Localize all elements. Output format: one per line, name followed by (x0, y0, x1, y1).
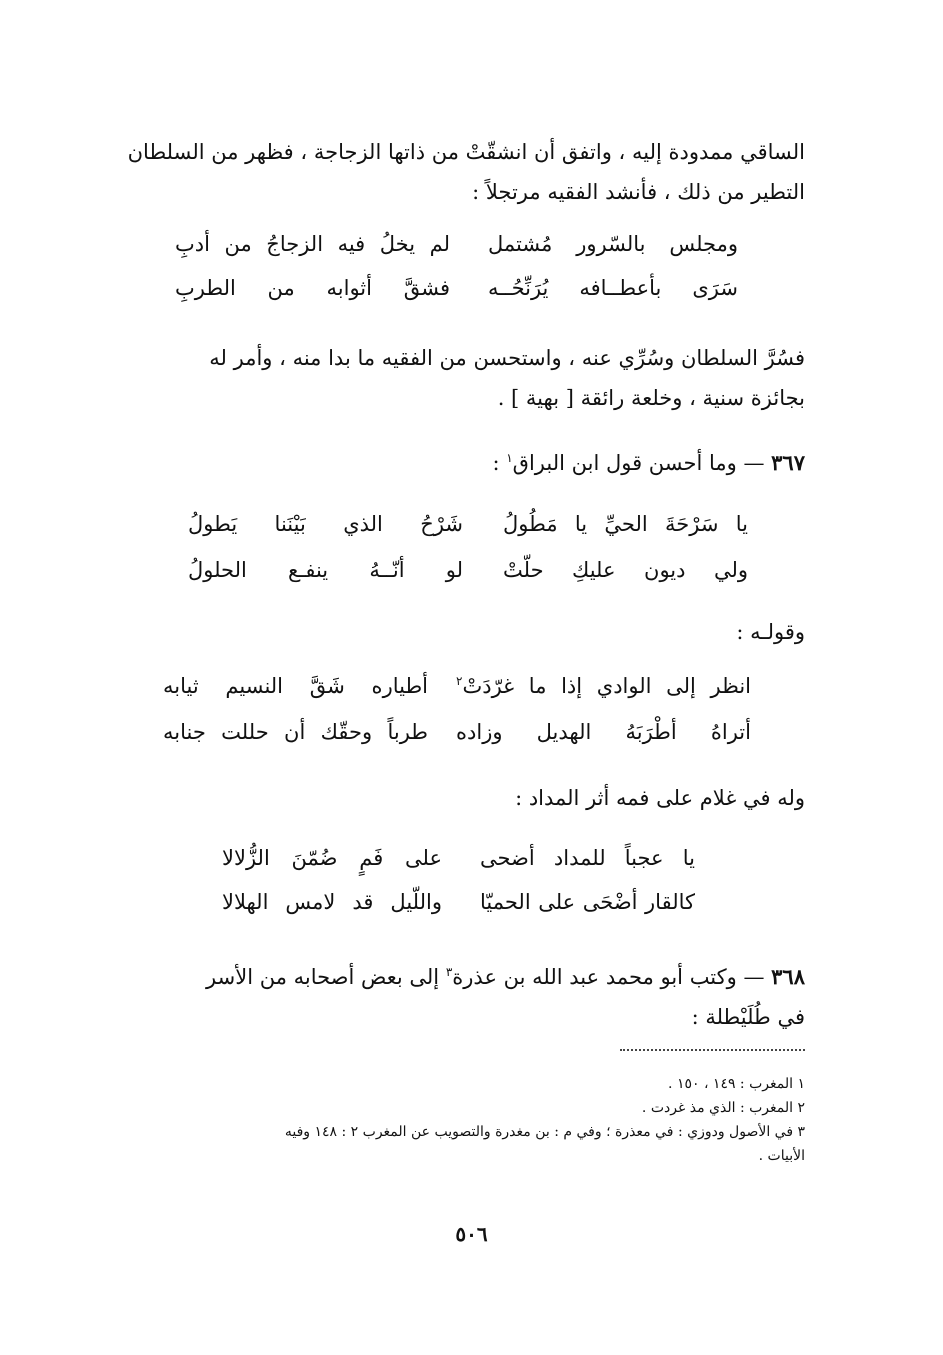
hemistich-left: فشقَّ أثوابه من الطربِ (175, 276, 450, 300)
text-line (110, 952, 805, 997)
hemistich-left: لو أنّــهُ ينفـع الحلولُ (188, 558, 463, 582)
hemistich-left: أطياره شَقَّ النسيم ثيابه (163, 674, 428, 698)
label-qawluhu: وقولـه : (736, 620, 805, 644)
verse-line (163, 720, 751, 744)
section-number: ٣٦٨ (771, 964, 805, 989)
page-number: ٥٠٦ (455, 1222, 488, 1246)
section-text: — وما أحسن قول ابن البراق (512, 451, 765, 475)
section-367-heading (492, 450, 805, 475)
verse-line (222, 890, 695, 914)
hemistich-text: انظر إلى الوادي إذا ما غرّدَتْ (462, 674, 751, 698)
footnote-3: ٣ في الأصول ودوزي : في معذرة ؛ وفي م : بن مغدرة والتصويب عن المغرب ٢ : ١٤٨ وفيه (284, 1124, 805, 1140)
footnote-marker: ١ (506, 451, 513, 465)
hemistich-left: على فَمٍ ضُمّنَ الزُّلالا (222, 846, 442, 870)
verse-line (175, 276, 738, 300)
hemistich-right: يا سَرْحَةَ الحيِّ يا مَطُولُ (503, 512, 748, 536)
text-line: فسُرَّ السلطان وسُرِّي عنه ، واستحسن من الفقيه ما بدا منه ، وأمر له (209, 346, 805, 370)
footnote-separator (620, 1049, 805, 1051)
hemistich-right: كالقار أضْحَى على الحميّا (480, 890, 695, 914)
section-number: ٣٦٧ (771, 450, 805, 475)
section-colon: : (492, 451, 500, 475)
text-line: التطير من ذلك ، فأنشد الفقيه مرتجلاً : (472, 180, 805, 204)
hemistich-right (456, 674, 751, 698)
hemistich-right: أتراهُ أطْرَبَهُ الهديل وزاده (456, 720, 751, 744)
hemistich-left: لم يخلُ فيه الزجاجُ من أدبِ (175, 232, 450, 256)
text-line: في طُلَيْطلة : (691, 1005, 805, 1029)
hemistich-left: طرباً وحقّك أن حللت جنابه (163, 720, 428, 744)
footnote-marker: ٣ (445, 965, 453, 979)
verse-line (222, 846, 695, 870)
text-line: الساقي ممدودة إليه ، واتفق أن انشقّتْ من ذاتها الزجاجة ، فظهر من السلطان (127, 140, 805, 164)
hemistich-left: واللّيل قد لامس الهلالا (222, 890, 442, 914)
hemistich-left: شَرْحُ الذي بَيْنَنا يَطولُ (188, 512, 463, 536)
text-line: بجائزة سنية ، وخلعة رائقة [ بهية ] . (497, 386, 805, 410)
verse-line (188, 558, 748, 582)
section-text-cont: إلى بعض أصحابه من الأسر (206, 965, 440, 989)
verse-line (163, 674, 751, 698)
paragraph-intro (110, 132, 805, 212)
verse-line (175, 232, 738, 256)
hemistich-right: سَرَى بأعطــافه يُرَنِّحُــه (488, 276, 738, 300)
paragraph-reward (110, 338, 805, 418)
section-368 (110, 952, 805, 1037)
section-text: — وكتب أبو محمد عبد الله بن عذرة (452, 965, 765, 989)
verse-line (188, 512, 748, 536)
hemistich-right: ولي ديون عليكِ حلّتْ (503, 558, 748, 582)
footnote-3-cont: الأبيات . (758, 1148, 805, 1164)
footnotes (108, 1072, 805, 1168)
hemistich-right: ومجلس بالسّرور مُشتمل (488, 232, 738, 256)
footnote-marker: ٢ (456, 674, 463, 688)
hemistich-right: يا عجباً للمداد أضحى (480, 846, 695, 870)
label-ghulam: وله في غلام على فمه أثر المداد : (515, 786, 805, 810)
footnote-2: ٢ المغرب : الذي مذ غردت . (641, 1100, 805, 1116)
footnote-1: ١ المغرب : ١٤٩ ، ١٥٠ . (668, 1076, 805, 1092)
